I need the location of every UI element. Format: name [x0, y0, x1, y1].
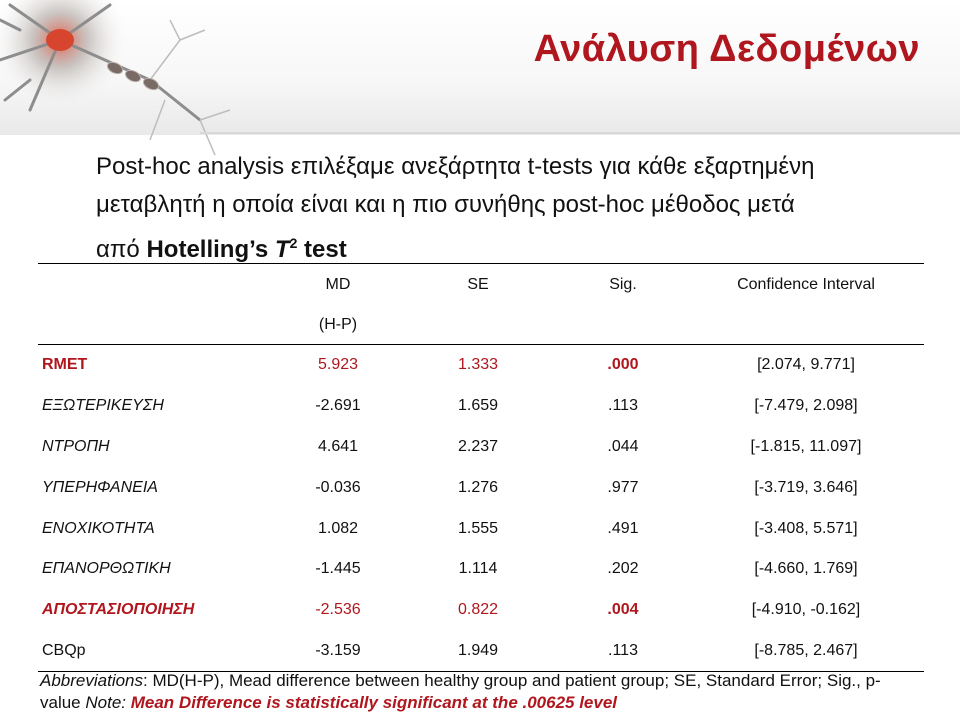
abbreviations-label: Abbreviations: [40, 671, 144, 690]
results-table: [38, 263, 924, 672]
table-row: [38, 508, 924, 549]
row-md: -1.445: [315, 560, 361, 578]
header-ci: Confidence Interval: [737, 276, 875, 293]
row-label: ΝΤΡΟΠΗ: [42, 437, 110, 455]
header-banner: [0, 0, 960, 135]
row-md: 4.641: [317, 437, 359, 455]
intro-prefix: από: [96, 236, 147, 263]
row-se: 1.555: [457, 519, 499, 537]
banner-divider: [200, 132, 960, 134]
row-sig: .202: [607, 560, 639, 578]
table-header-row: [38, 264, 924, 307]
row-se: 1.659: [457, 397, 499, 415]
row-ci: [-1.815, 11.097]: [750, 437, 862, 455]
row-md: -0.036: [315, 478, 361, 496]
row-md: -2.691: [315, 397, 361, 415]
row-se: 1.949: [457, 641, 499, 659]
intro-paragraph: [96, 148, 926, 269]
table-row: [38, 467, 924, 508]
row-ci: [-3.719, 3.646]: [754, 478, 858, 496]
row-se: 1.114: [458, 560, 498, 578]
table-row: [38, 386, 924, 427]
table-subheader-row: [38, 306, 924, 345]
row-md: 5.923: [317, 356, 359, 374]
row-se: 0.822: [457, 601, 499, 619]
row-label: ΕΞΩΤΕΡΙΚΕΥΣΗ: [42, 397, 164, 415]
table-row: [38, 549, 924, 590]
footnote: [40, 670, 920, 714]
row-ci: [2.074, 9.771]: [757, 356, 855, 374]
row-ci: [-7.479, 2.098]: [754, 397, 858, 415]
hotelling-test: test: [297, 236, 347, 263]
table-row: [38, 345, 924, 386]
header-md: MD: [325, 276, 351, 293]
hotelling-superscript: 2: [289, 235, 298, 251]
note-label: Note:: [85, 693, 127, 712]
row-sig: .044: [607, 437, 639, 455]
header-sig: Sig.: [609, 276, 637, 293]
row-sig: .113: [608, 641, 638, 659]
row-se: 1.276: [457, 478, 499, 496]
note-text: Mean Difference is statistically significant at the .00625 level: [126, 693, 618, 712]
row-sig: .000: [607, 356, 639, 374]
header-empty: [38, 264, 278, 307]
neuron-body: [46, 29, 74, 51]
row-label: RMET: [42, 356, 88, 374]
row-md: -2.536: [315, 601, 361, 619]
row-sig: .977: [607, 478, 639, 496]
table-row: [38, 631, 924, 672]
table-row: [38, 427, 924, 468]
row-ci: [-3.408, 5.571]: [754, 519, 858, 537]
row-label: ΕΝΟΧΙΚΟΤΗΤΑ: [42, 519, 155, 537]
row-ci: [-4.660, 1.769]: [754, 560, 858, 578]
header-md-sub: (H-P): [318, 316, 358, 333]
intro-line-2: μεταβλητή η οποία είναι και η πιο συνήθης post-hoc μέθοδος μετά: [96, 191, 795, 218]
row-md: 1.082: [317, 519, 359, 537]
header-se: SE: [467, 276, 489, 293]
row-md: -3.159: [315, 641, 361, 659]
row-ci: [-4.910, -0.162]: [751, 601, 861, 619]
row-sig: .491: [607, 519, 639, 537]
row-label: ΕΠΑΝΟΡΘΩΤΙΚΗ: [42, 560, 171, 578]
abbreviations-text: : MD(H-P), Mead difference between healthy group and patient group; SE, Standard Error; Sig., p-value: [40, 671, 881, 712]
row-ci: [-8.785, 2.467]: [754, 641, 858, 659]
row-label: CBQp: [42, 641, 86, 659]
row-sig: .004: [607, 601, 639, 619]
hotelling-t: T: [274, 236, 290, 263]
row-sig: .113: [608, 397, 638, 415]
row-se: 1.333: [457, 356, 499, 374]
row-label: ΥΠΕΡΗΦΑΝΕΙΑ: [42, 478, 158, 496]
table-row: [38, 590, 924, 631]
intro-line-1: Post-hoc analysis επιλέξαμε ανεξάρτητα t-tests για κάθε εξαρτημένη: [96, 153, 815, 180]
page-title: Ανάλυση Δεδομένων: [533, 28, 920, 70]
neuron-illustration-icon: [0, 0, 240, 160]
row-se: 2.237: [457, 437, 499, 455]
row-label: ΑΠΟΣΤΑΣΙΟΠΟΙΗΣΗ: [42, 601, 195, 619]
hotelling-label: Hotelling’s: [146, 236, 275, 263]
